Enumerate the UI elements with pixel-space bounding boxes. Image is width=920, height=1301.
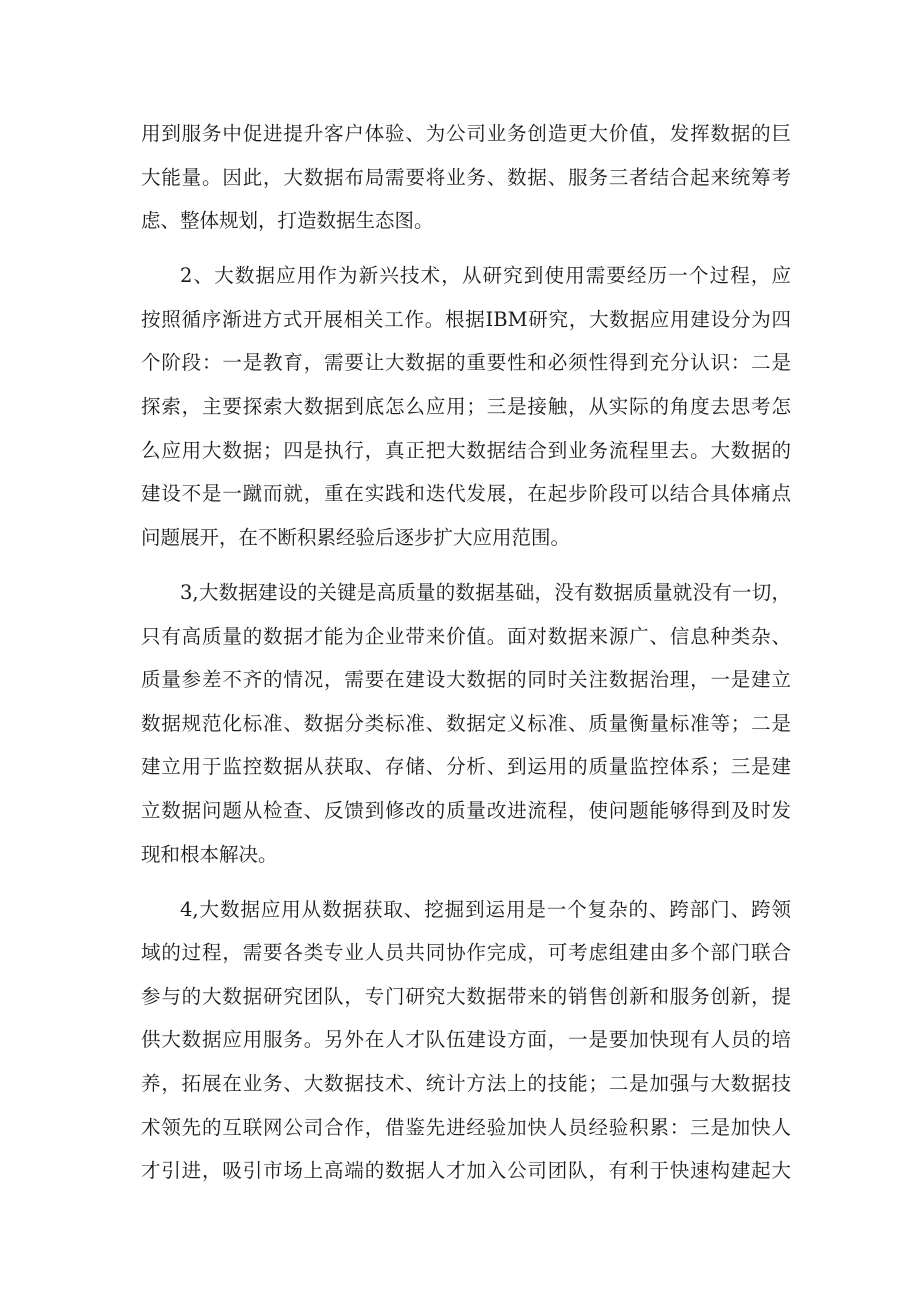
text-line: 参与的大数据研究团队，专门研究大数据带来的销售创新和服务创新，提 [141, 984, 791, 1008]
text-line: 现和根本解决。 [141, 842, 278, 866]
text-line: 只有高质量的数据才能为企业带来价值。面对数据来源广、信息种类杂、 [141, 624, 791, 648]
text-line: 域的过程，需要各类专业人员共同协作完成，可考虑组建由多个部门联合 [141, 941, 791, 965]
text-line: 建立用于监控数据从获取、存储、分析、到运用的质量监控体系；三是建 [141, 755, 791, 779]
text-line: 术领先的互联网公司合作，借鉴先进经验加快人员经验积累：三是加快人 [141, 1115, 791, 1139]
text-line: 问题展开，在不断积累经验后逐步扩大应用范围。 [141, 525, 571, 549]
text-line: 2、大数据应用作为新兴技术，从研究到使用需要经历一个过程，应 [180, 264, 791, 288]
text-line: 数据规范化标准、数据分类标准、数据定义标准、质量衡量标准等；二是 [141, 711, 791, 735]
text-line: 供大数据应用服务。另外在人才队伍建设方面，一是要加快现有人员的培 [141, 1028, 791, 1052]
paragraph-3 [141, 571, 791, 876]
document-body [141, 112, 791, 1193]
text-line: 探索，主要探索大数据到底怎么应用；三是接触，从实际的角度去思考怎 [141, 395, 791, 419]
text-line: 用到服务中促进提升客户体验、为公司业务创造更大价值，发挥数据的巨 [141, 122, 791, 145]
text-line: 3,大数据建设的关键是高质量的数据基础，没有数据质量就没有一切， [180, 580, 791, 604]
text-line: 4,大数据应用从数据获取、挖掘到运用是一个复杂的、跨部门、跨领 [180, 897, 791, 921]
paragraph-1 [141, 112, 791, 243]
text-line: 么应用大数据；四是执行，真正把大数据结合到业务流程里去。大数据的 [141, 438, 791, 462]
text-line: 养，拓展在业务、大数据技术、统计方法上的技能；二是加强与大数据技 [141, 1071, 791, 1095]
text-line: 虑、整体规划，打造数据生态图。 [141, 209, 434, 233]
text-line: 建设不是一蹴而就，重在实践和迭代发展，在起步阶段可以结合具体痛点 [141, 482, 791, 506]
text-line: 质量参差不齐的情况，需要在建设大数据的同时关注数据治理，一是建立 [141, 668, 791, 692]
paragraph-4 [141, 888, 791, 1193]
text-line: 立数据问题从检查、反馈到修改的质量改进流程，使问题能够得到及时发 [141, 798, 791, 822]
text-line: 按照循序渐进方式开展相关工作。根据IBM研究，大数据应用建设分为四 [141, 307, 791, 331]
text-line: 才引进，吸引市场上高端的数据人才加入公司团队，有利于快速构建起大 [141, 1159, 791, 1183]
text-line: 大能量。因此，大数据布局需要将业务、数据、服务三者结合起来统筹考 [141, 165, 791, 189]
paragraph-2 [141, 254, 791, 559]
text-line: 个阶段：一是教育，需要让大数据的重要性和必须性得到充分认识：二是 [141, 351, 791, 375]
